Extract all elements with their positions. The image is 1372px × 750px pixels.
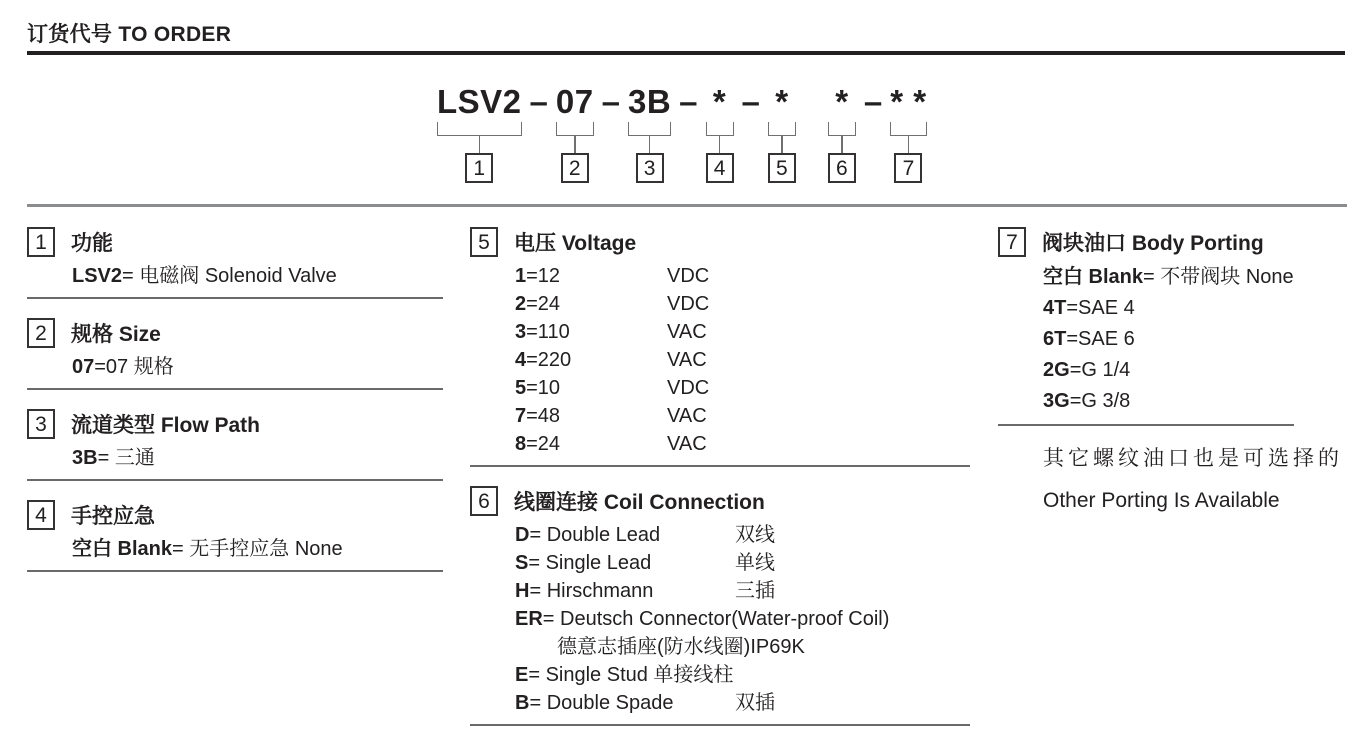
- porting-row: [1043, 355, 1294, 386]
- item-number-box: 2: [27, 318, 55, 348]
- bracket: [437, 122, 522, 136]
- item-number-box: 6: [470, 486, 498, 516]
- item-title: 阀块油口 Body Porting: [1042, 232, 1264, 255]
- option-label: [515, 577, 735, 605]
- coil-row: [515, 689, 970, 717]
- option-code: [515, 262, 667, 290]
- option-label: [515, 549, 735, 577]
- voltage-row: [515, 290, 970, 318]
- position-number-box: 1: [465, 153, 493, 183]
- title-rule: [27, 51, 1345, 55]
- position-number-box: 5: [768, 153, 796, 183]
- option-code-bold: 空白 Blank: [1043, 266, 1144, 288]
- voltage-unit: VDC: [667, 265, 710, 287]
- item-number-box: 7: [998, 227, 1026, 257]
- voltage-unit: VDC: [667, 293, 710, 315]
- option-desc: = 三通: [97, 447, 155, 469]
- option-code: LSV2: [72, 265, 123, 287]
- code-space: [796, 84, 828, 120]
- code-text: *: [712, 83, 727, 120]
- bracket: [828, 122, 856, 136]
- section-header: [27, 227, 443, 257]
- option-code-bold: 3G: [1043, 390, 1070, 412]
- option-value: =24: [526, 433, 561, 455]
- option-row: [72, 353, 443, 381]
- code-dash: –: [679, 83, 698, 120]
- section-body: [470, 262, 970, 458]
- item-title: 线圈连接 Coil Connection: [514, 491, 765, 514]
- option-code-bold: 7: [515, 405, 527, 427]
- section-body: [27, 444, 443, 472]
- option-code-bold: 1: [515, 265, 527, 287]
- option-code-bold: 4: [515, 349, 527, 371]
- item-title: 流道类型 Flow Path: [71, 414, 260, 437]
- column-middle: [470, 227, 970, 726]
- section-body: [998, 262, 1294, 417]
- item-number-box: 3: [27, 409, 55, 439]
- section-header: [27, 500, 443, 530]
- section-size: [27, 318, 443, 390]
- option-code-bold: 3: [515, 321, 527, 343]
- option-code: [515, 318, 667, 346]
- option-code: [515, 374, 667, 402]
- section-coil-connection: [470, 486, 970, 726]
- option-cn: 双插: [735, 692, 775, 714]
- option-code-bold: 4T: [1043, 297, 1067, 319]
- section-body: [27, 535, 443, 563]
- option-desc: =SAE 4: [1066, 297, 1135, 319]
- code-segment-4: [706, 84, 734, 183]
- position-number-box: 7: [894, 153, 922, 183]
- option-code: [515, 430, 667, 458]
- voltage-unit: VAC: [667, 405, 707, 427]
- section-manual-override: [27, 500, 443, 572]
- code-dash: –: [741, 83, 760, 120]
- bracket-stem: [574, 136, 576, 153]
- option-value: =24: [526, 293, 561, 315]
- code-text: 3B: [627, 83, 672, 120]
- bracket-stem: [781, 136, 783, 153]
- position-number-box: 4: [706, 153, 734, 183]
- code-segment-7: [890, 84, 926, 183]
- option-code-bold: ER: [515, 608, 543, 630]
- bracket: [628, 122, 671, 136]
- code-segment-2: [556, 84, 594, 183]
- section-body: [27, 262, 443, 290]
- porting-row: [1043, 386, 1294, 417]
- code-segment-6: [828, 84, 856, 183]
- option-desc: =G 3/8: [1069, 390, 1131, 412]
- option-code-bold: 2: [515, 293, 527, 315]
- option-desc: = Deutsch Connector(Water-proof Coil): [542, 608, 890, 630]
- bracket: [706, 122, 734, 136]
- column-right: [998, 227, 1294, 426]
- voltage-row: [515, 262, 970, 290]
- option-desc: = Double Lead: [529, 524, 661, 546]
- position-number-box: 3: [636, 153, 664, 183]
- option-code-bold: 5: [515, 377, 527, 399]
- voltage-row: [515, 402, 970, 430]
- voltage-unit: VAC: [667, 349, 707, 371]
- coil-row: [515, 549, 970, 577]
- option-desc: 德意志插座(防水线圈)IP69K: [557, 636, 805, 658]
- voltage-row: [515, 318, 970, 346]
- section-header: [470, 486, 970, 516]
- option-label: [515, 521, 735, 549]
- position-number-box: 6: [828, 153, 856, 183]
- option-code-bold: 8: [515, 433, 527, 455]
- bracket-stem: [908, 136, 910, 153]
- option-cn: 三插: [735, 580, 775, 602]
- option-value: =12: [526, 265, 561, 287]
- option-desc: = 不带阀块 None: [1143, 266, 1294, 288]
- ordering-code-diagram: [437, 84, 927, 183]
- section-voltage: [470, 227, 970, 467]
- code-text: LSV2: [437, 83, 522, 120]
- option-code-bold: B: [515, 692, 530, 714]
- porting-row: [1043, 293, 1294, 324]
- section-function: [27, 227, 443, 299]
- option-code-bold: H: [515, 580, 530, 602]
- option-code-bold: E: [515, 664, 529, 686]
- section-body: [470, 521, 970, 717]
- section-flow-path: [27, 409, 443, 481]
- code-text: * *: [890, 83, 927, 120]
- item-number-box: 4: [27, 500, 55, 530]
- option-value: =48: [526, 405, 561, 427]
- option-desc: = Hirschmann: [529, 580, 654, 602]
- option-code: 3B: [72, 447, 98, 469]
- bracket-stem: [719, 136, 721, 153]
- option-desc: =SAE 6: [1066, 328, 1135, 350]
- bracket: [890, 122, 926, 136]
- item-title: 电压 Voltage: [514, 232, 637, 255]
- code-text: *: [835, 83, 849, 120]
- note-english: Other Porting Is Available: [1043, 489, 1280, 512]
- page-title: 订货代号 TO ORDER: [27, 23, 232, 46]
- position-number-box: 2: [561, 153, 589, 183]
- column-left: [27, 227, 443, 572]
- item-number-box: 5: [470, 227, 498, 257]
- option-label: [515, 689, 735, 717]
- bracket-stem: [479, 136, 481, 153]
- option-desc: =07 规格: [94, 356, 174, 378]
- voltage-unit: VDC: [667, 377, 710, 399]
- section-header: [27, 409, 443, 439]
- coil-row: [515, 661, 970, 689]
- option-desc: = 无手控应急 None: [172, 538, 343, 560]
- option-desc: = Double Spade: [529, 692, 674, 714]
- item-number-box: 1: [27, 227, 55, 257]
- item-title: 规格 Size: [71, 323, 161, 346]
- porting-row: [1043, 324, 1294, 355]
- code-text: 07: [555, 83, 594, 120]
- code-dash: –: [863, 83, 883, 120]
- option-desc: =G 1/4: [1069, 359, 1131, 381]
- bracket: [556, 122, 594, 136]
- coil-row: [515, 605, 970, 633]
- code-dash: –: [529, 83, 548, 120]
- item-title: 手控应急: [71, 505, 155, 528]
- code-segment-5: [768, 84, 796, 183]
- section-body-porting: [998, 227, 1294, 426]
- option-code-bold: 6T: [1043, 328, 1067, 350]
- bracket-stem: [649, 136, 651, 153]
- code-dash: –: [601, 83, 620, 120]
- option-code: [515, 290, 667, 318]
- option-desc: = 电磁阀 Solenoid Valve: [122, 265, 337, 287]
- option-desc: = Single Lead: [528, 552, 652, 574]
- section-header: [27, 318, 443, 348]
- voltage-row: [515, 430, 970, 458]
- section-body: [27, 353, 443, 381]
- porting-availability-note: [1043, 438, 1343, 522]
- bracket-stem: [841, 136, 843, 153]
- option-code-bold: 2G: [1043, 359, 1070, 381]
- code-segment-3: [628, 84, 671, 183]
- bracket: [768, 122, 796, 136]
- section-header: [998, 227, 1294, 257]
- coil-row-continuation: [515, 633, 970, 661]
- option-code: 空白 Blank: [72, 538, 173, 560]
- code-segment-1: [437, 84, 522, 183]
- option-row: [72, 444, 443, 472]
- option-code: [515, 346, 667, 374]
- coil-row: [515, 577, 970, 605]
- porting-row: [1043, 262, 1294, 293]
- option-row: [72, 535, 443, 563]
- option-desc: = Single Stud 单接线柱: [528, 664, 734, 686]
- voltage-unit: VAC: [667, 321, 707, 343]
- option-cn: 单线: [735, 552, 775, 574]
- note-chinese: 其它螺纹油口也是可选择的: [1043, 447, 1343, 470]
- option-value: =110: [526, 321, 570, 343]
- option-code: 07: [72, 356, 95, 378]
- option-code: [515, 402, 667, 430]
- columns-separator-line: [27, 204, 1347, 207]
- voltage-unit: VAC: [667, 433, 707, 455]
- voltage-row: [515, 374, 970, 402]
- option-code-bold: S: [515, 552, 529, 574]
- option-code-bold: D: [515, 524, 530, 546]
- code-text: *: [775, 83, 789, 120]
- coil-row: [515, 521, 970, 549]
- option-cn: 双线: [735, 524, 775, 546]
- option-value: =220: [526, 349, 572, 371]
- option-row: [72, 262, 443, 290]
- option-value: =10: [526, 377, 561, 399]
- item-title: 功能: [71, 232, 113, 255]
- voltage-row: [515, 346, 970, 374]
- section-header: [470, 227, 970, 257]
